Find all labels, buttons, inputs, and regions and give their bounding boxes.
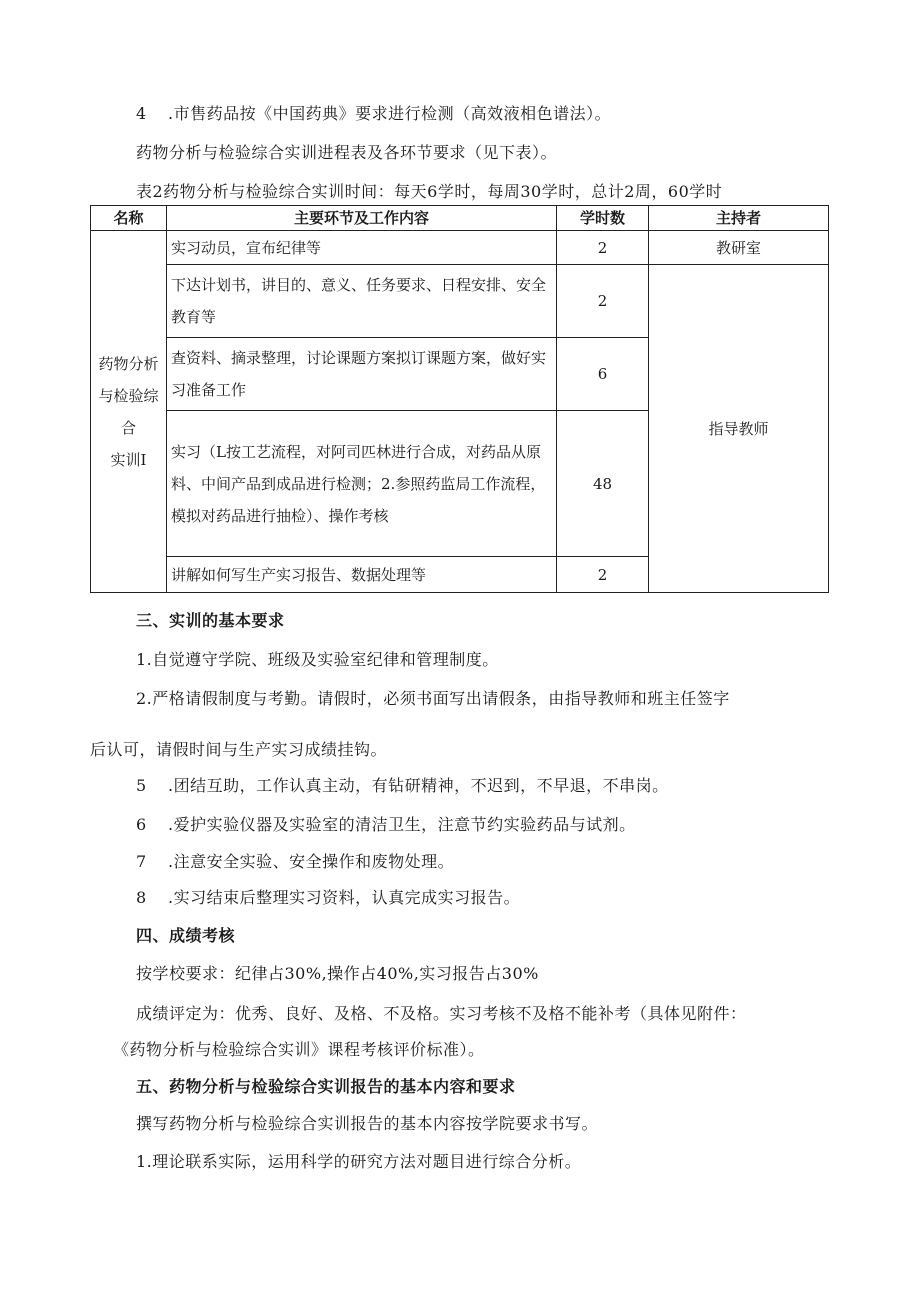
schedule-intro: 药物分析与检验综合实训进程表及各环节要求（见下表）。 — [136, 143, 558, 162]
item-number: 6 — [136, 815, 147, 834]
section4-heading: 四、成绩考核 — [136, 926, 236, 945]
requirement-1: 1.自觉遵守学院、班级及实验室纪律和管理制度。 — [136, 650, 499, 669]
grading-reference: 《药物分析与检验综合实训》课程考核评价标准）。 — [113, 1040, 485, 1059]
task-cell: 实习（L按工艺流程，对阿司匹林进行合成，对药品从原料、中间产品到成品进行检测；2.参照药监局工作流程，模拟对药品进行抽检）、操作考核 — [167, 411, 557, 557]
task-cell: 讲解如何写生产实习报告、数据处理等 — [167, 557, 557, 593]
item-number: 7 — [136, 852, 147, 871]
course-name-line: 合 — [120, 418, 136, 437]
header-name: 名称 — [91, 206, 167, 231]
host-cell: 指导教师 — [649, 265, 829, 593]
hours-cell: 6 — [557, 338, 649, 411]
item-text: .市售药品按《中国药典》要求进行检测（高效液相色谱法）。 — [168, 104, 612, 123]
requirement-item — [136, 776, 669, 796]
item-text: .注意安全实验、安全操作和废物处理。 — [168, 852, 455, 871]
header-hours: 学时数 — [557, 206, 649, 231]
table-row — [91, 265, 829, 338]
table-header-row — [91, 206, 829, 231]
report-item-1: 1.理论联系实际，运用科学的研究方法对题目进行综合分析。 — [136, 1152, 582, 1171]
hours-cell: 2 — [557, 557, 649, 593]
item-number: 8 — [136, 888, 147, 907]
requirement-item — [136, 815, 636, 835]
item-number: 4 — [136, 104, 147, 123]
host-cell: 教研室 — [649, 231, 829, 265]
section3-heading: 三、实训的基本要求 — [136, 611, 285, 630]
header-host: 主持者 — [649, 206, 829, 231]
course-name-cell — [91, 231, 167, 593]
table-caption: 表2药物分析与检验综合实训时间：每天6学时，每周30学时，总计2周，60学时 — [136, 182, 723, 201]
task-cell: 查资料、摘录整理，讨论课题方案拟订课题方案，做好实习准备工作 — [167, 338, 557, 411]
grading-levels: 成绩评定为：优秀、良好、及格、不及格。实习考核不及格不能补考（具体见附件： — [136, 1004, 747, 1023]
section5-heading: 五、药物分析与检验综合实训报告的基本内容和要求 — [136, 1077, 516, 1096]
item-text: .爱护实验仪器及实验室的清洁卫生，注意节约实验药品与试剂。 — [168, 815, 636, 834]
requirement-2-line1: 2.严格请假制度与考勤。请假时，必须书面写出请假条，由指导教师和班主任签字 — [136, 689, 730, 708]
header-task: 主要环节及工作内容 — [167, 206, 557, 231]
table-row — [91, 231, 829, 265]
grading-weights: 按学校要求：纪律占30%,操作占40%,实习报告占30% — [136, 964, 539, 983]
requirement-2-line2: 后认可，请假时间与生产实习成绩挂钩。 — [90, 740, 388, 759]
item-number: 5 — [136, 776, 147, 795]
report-instruction: 撰写药物分析与检验综合实训报告的基本内容按学院要求书写。 — [136, 1114, 599, 1133]
hours-cell: 48 — [557, 411, 649, 557]
requirement-item — [136, 888, 520, 908]
hours-cell: 2 — [557, 265, 649, 338]
task-cell: 实习动员，宣布纪律等 — [167, 231, 557, 265]
task-cell: 下达计划书，讲目的、意义、任务要求、日程安排、安全教育等 — [167, 265, 557, 338]
item-text: .实习结束后整理实习资料，认真完成实习报告。 — [168, 888, 521, 907]
requirement-item — [136, 852, 454, 872]
intro-item-4 — [136, 104, 611, 124]
course-name-line: 实训Ⅰ — [110, 450, 147, 469]
course-name-line: 药物分析 — [98, 354, 159, 373]
item-text: .团结互助，工作认真主动，有钻研精神，不迟到，不早退，不串岗。 — [168, 776, 669, 795]
schedule-table — [90, 205, 829, 593]
course-name-line: 与检验综 — [98, 386, 159, 405]
hours-cell: 2 — [557, 231, 649, 265]
